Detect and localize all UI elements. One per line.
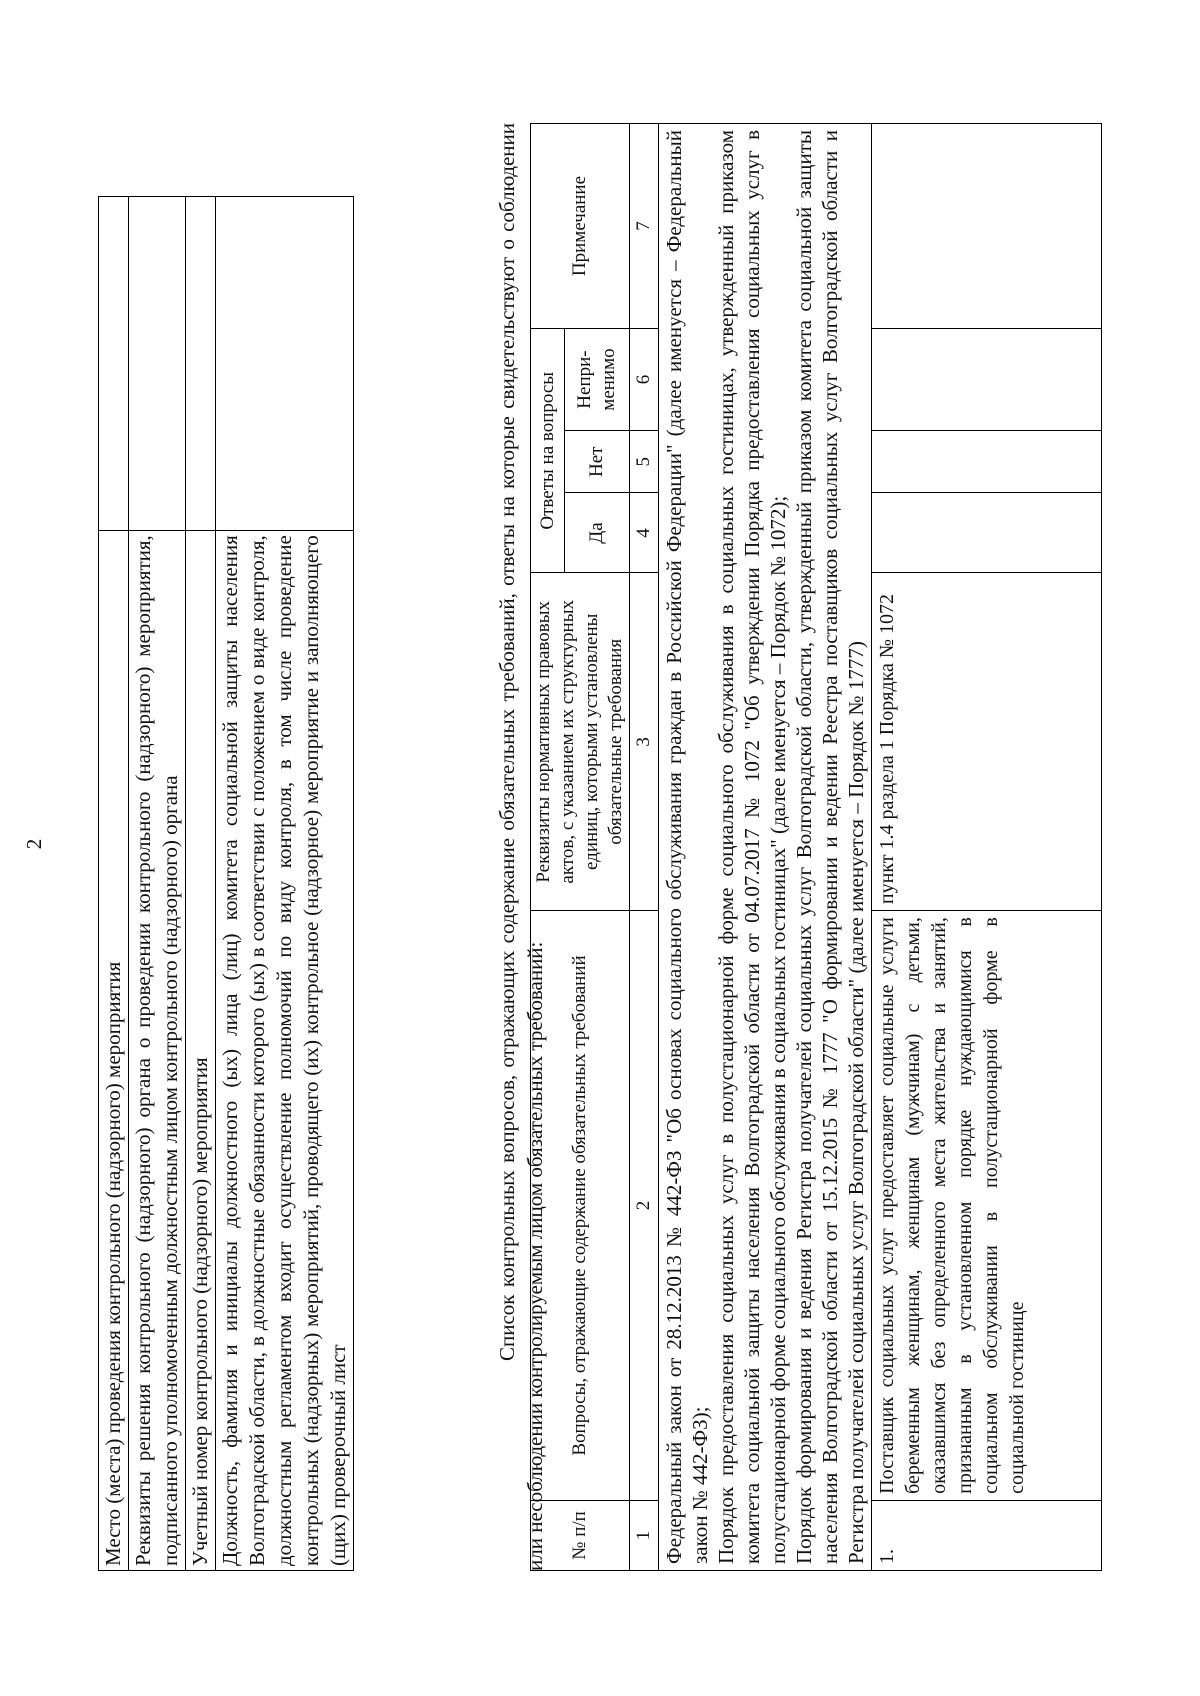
header-yes: Да <box>565 493 630 573</box>
header-no: Нет <box>565 431 630 493</box>
info-value-place <box>99 197 129 531</box>
header-answers: Ответы на вопросы <box>531 329 565 573</box>
header-note: Примечание <box>531 124 630 329</box>
header-na: Непри-менимо <box>565 329 630 431</box>
col-number: 4 <box>630 493 659 573</box>
column-number-row <box>630 124 659 1571</box>
info-value-decision <box>129 197 186 531</box>
header-num: № п/п <box>531 1500 630 1570</box>
info-value-record-number <box>186 197 216 531</box>
answer-no-cell[interactable] <box>872 431 1102 493</box>
law-reference: Порядок формирования и ведения Регистра получателей социальных услуг Волгоградской области, утвержденный приказом комитета социальной защиты населения Волгоградской области от 15.12.2015 № 1777 "О формировании и ведении Реестра поставщиков социальных услуг Волгоградской области и Регистра получателей социальных услуг Волгоградской области" (далее именуется – Порядок № 1777) <box>792 130 868 1564</box>
legal-basis-row <box>659 124 872 1571</box>
legal-basis-cell <box>659 124 872 1571</box>
info-label-official: Должность, фамилия и инициалы должностного (ых) лица (лиц) комитета социальной защиты населения Волгоградской области, в должностные обязанности которого (ых) в соответствии с положением о виде контроля, должностным регламентом входит осуществление полномочий по виду контроля, в том числе проведение контрольных (надзорных) мероприятий, проводящего (их) контрольное (надзорное) мероприятие и заполняющего (щих) проверочный лист <box>216 531 354 1571</box>
col-number: 6 <box>630 329 659 431</box>
col-number: 2 <box>630 911 659 1501</box>
header-row <box>531 124 565 1571</box>
page-number: 2 <box>22 838 46 850</box>
row-requisites: пункт 1.4 раздела 1 Порядка № 1072 <box>872 573 1102 911</box>
note-cell[interactable] <box>872 124 1102 329</box>
info-row-decision <box>129 197 186 1571</box>
info-label-record-number: Учетный номер контрольного (надзорного) мероприятия <box>186 531 216 1571</box>
checklist-table <box>530 123 1102 1571</box>
info-row-place <box>99 197 129 1571</box>
col-number: 7 <box>630 124 659 329</box>
info-row-record-number <box>186 197 216 1571</box>
law-reference: Федеральный закон от 28.12.2013 № 442-ФЗ "Об основах социального обслуживания граждан в Российской Федерации" (далее именуется – Федеральный закон № 442-ФЗ); <box>662 130 712 1564</box>
col-number: 1 <box>630 1500 659 1570</box>
info-value-official <box>216 197 354 531</box>
col-number: 3 <box>630 573 659 911</box>
row-number: 1. <box>872 1500 1102 1570</box>
law-reference: Порядок предоставления социальных услуг в полустационарной форме социального обслуживания в социальных гостиницах, утвержденный приказом комитета социальной защиты населения Волгоградской области от 04.07.2017 № 1072 "Об утверждении Порядка предоставления социальных услуг в полустационарной форме социального обслуживания в социальных гостиницах" (далее именуется – Порядок № 1072); <box>714 130 790 1564</box>
header-requisites: Реквизиты нормативных правовых актов, с указанием их структурных единиц, которыми установлены обязательные требования <box>531 573 630 911</box>
answer-yes-cell[interactable] <box>872 493 1102 573</box>
table-row <box>872 124 1102 1571</box>
control-info-table <box>98 196 354 1571</box>
header-questions: Вопросы, отражающие содержание обязательных требований <box>531 911 630 1501</box>
col-number: 5 <box>630 431 659 493</box>
answer-na-cell[interactable] <box>872 329 1102 431</box>
info-label-decision: Реквизиты решения контрольного (надзорного) органа о проведении контрольного (надзорного) мероприятия, подписанного уполномоченным должностным лицом контрольного (надзорного) органа <box>129 531 186 1571</box>
row-question: Поставщик социальных услуг предоставляет социальные услуги беременным женщинам, женщинам (мужчинам) с детьми, оказавшимся без определенного места жительства и занятий, признанным в установленном порядке нуждающимися в социальном обслуживании в полустационарной форме в социальной гостинице <box>872 911 1102 1501</box>
checklist-intro-text: Список контрольных вопросов, отражающих содержание обязательных требований, ответы на которые свидетельствуют о соблюдении или несоблюдении контролируемым лицом обязательных требований: <box>495 123 547 1571</box>
info-row-official <box>216 197 354 1571</box>
info-label-place: Место (места) проведения контрольного (надзорного) мероприятия <box>99 531 129 1571</box>
